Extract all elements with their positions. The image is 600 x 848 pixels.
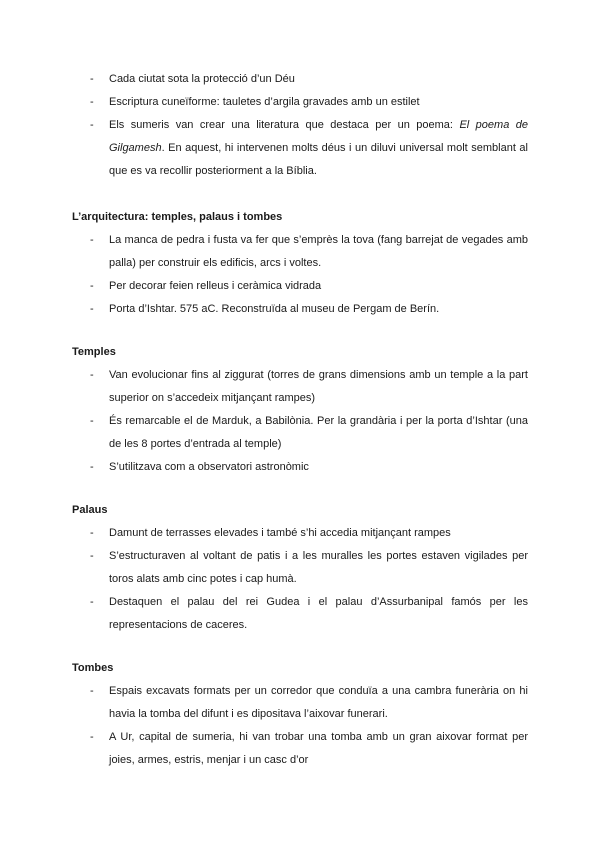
bullet-dash: -	[90, 461, 94, 473]
section-heading: Tombes	[72, 662, 114, 674]
list-item-text: S’estructuraven al voltant de patis i a les muralles les portes estaven vigilades per toros alats amb cinc potes i cap humà.	[109, 550, 528, 585]
list-item	[72, 91, 528, 114]
bullet-dash: -	[90, 280, 94, 292]
list-item-text: Damunt de terrasses elevades i també s’hi accedia mitjançant rampes	[109, 527, 451, 539]
section-tombs	[72, 657, 528, 772]
list-item	[72, 68, 528, 91]
bullet-dash: -	[90, 73, 94, 85]
bullet-dash: -	[90, 415, 94, 427]
list-item	[72, 726, 528, 772]
section-list	[72, 364, 528, 479]
bullet-dash: -	[90, 596, 94, 608]
bullet-dash: -	[90, 685, 94, 697]
list-item	[72, 275, 528, 298]
section-list	[72, 680, 528, 772]
section-temples	[72, 341, 528, 479]
list-item	[72, 298, 528, 321]
bullet-dash: -	[90, 369, 94, 381]
list-item-text: Cada ciutat sota la protecció d’un Déu	[109, 73, 295, 85]
list-item	[72, 114, 528, 183]
poem-title: El poema de Gilgamesh	[109, 119, 528, 154]
intro-section	[72, 68, 528, 183]
section-list	[72, 229, 528, 321]
section-heading: Palaus	[72, 504, 108, 516]
list-item-text: Destaquen el palau del rei Gudea i el palau d’Assurbanipal famós per les representacions de caceres.	[109, 596, 528, 631]
bullet-dash: -	[90, 96, 94, 108]
list-item-text: A Ur, capital de sumeria, hi van trobar una tomba amb un gran aixovar format per joies, armes, estris, menjar i un casc d’or	[109, 731, 528, 766]
list-item	[72, 410, 528, 456]
list-item-text: Porta d’Ishtar. 575 aC. Reconstruïda al museu de Pergam de Berín.	[109, 303, 440, 315]
list-item-text: La manca de pedra i fusta va fer que s’emprès la tova (fang barrejat de vegades amb palla) per construir els edificis, arcs i voltes.	[109, 234, 528, 269]
list-item-text: Per decorar feien relleus i ceràmica vidrada	[109, 280, 322, 292]
list-item-text-after: . En aquest, hi intervenen molts déus i un diluvi universal molt semblant al que es va recollir posteriorment a la Bíblia.	[109, 142, 528, 177]
section-palaces	[72, 499, 528, 637]
list-item-text-before: Els sumeris van crear una literatura que destaca per un poema:	[109, 119, 460, 131]
list-item	[72, 364, 528, 410]
bullet-dash: -	[90, 234, 94, 246]
bullet-dash: -	[90, 119, 94, 131]
bullet-dash: -	[90, 303, 94, 315]
list-item	[72, 680, 528, 726]
bullet-dash: -	[90, 731, 94, 743]
bullet-dash: -	[90, 527, 94, 539]
section-heading: Temples	[72, 346, 116, 358]
section-heading: L’arquitectura: temples, palaus i tombes	[72, 211, 283, 223]
list-item	[72, 522, 528, 545]
list-item-text: Espais excavats formats per un corredor que conduïa a una cambra funerària on hi havia la tomba del difunt i es dipositava l’aixovar funerari.	[109, 685, 528, 720]
list-item-text: Escriptura cuneïforme: tauletes d’argila gravades amb un estilet	[109, 96, 420, 108]
list-item-text: S’utilitzava com a observatori astronòmic	[109, 461, 309, 473]
bullet-dash: -	[90, 550, 94, 562]
list-item	[72, 229, 528, 275]
intro-list	[72, 68, 528, 183]
list-item-text: És remarcable el de Marduk, a Babilònia. Per la grandària i per la porta d’Ishtar (una de les 8 portes d’entrada al temple)	[109, 415, 528, 450]
list-item	[72, 456, 528, 479]
section-architecture	[72, 206, 528, 321]
document-content	[72, 68, 528, 792]
list-item-text: Van evolucionar fins al ziggurat (torres de grans dimensions amb un temple a la part superior on s’accedeix mitjançant rampes)	[109, 369, 528, 404]
section-list	[72, 522, 528, 637]
list-item	[72, 591, 528, 637]
list-item	[72, 545, 528, 591]
